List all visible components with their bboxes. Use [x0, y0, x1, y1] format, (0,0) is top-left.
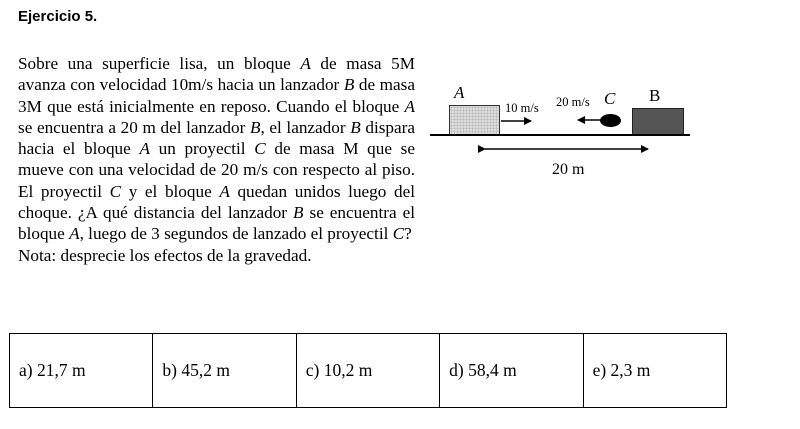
problem-text-segment: quedan unidos luego del choque. ¿A qué distancia del lanzador	[18, 181, 415, 223]
variable-b: B	[249, 117, 261, 137]
variable-b: B	[293, 203, 304, 223]
exercise-title: Ejercicio 5.	[18, 8, 98, 25]
block-b-label: B	[649, 86, 661, 105]
answer-option-a[interactable]: a) 21,7 m	[10, 334, 153, 408]
diagram-arrows	[430, 82, 700, 187]
problem-text-segment: , luego de 3 segundos de lanzado el proyectil	[79, 224, 393, 244]
variable-a: A	[219, 181, 230, 201]
problem-text-segment: se encuentra el bloque	[18, 203, 415, 244]
problem-text-segment: y el bloque	[121, 181, 220, 201]
problem-text-segment: ?	[404, 224, 412, 244]
answer-options	[9, 333, 727, 408]
variable-b: B	[350, 117, 361, 137]
velocity-c-label: 20 m/s	[556, 95, 590, 109]
problem-note: Nota: desprecie los efectos de la gravedad.	[18, 245, 312, 265]
problem-text-segment: de masa 3M que está inicialmente en reposo. Cuando el bloque	[18, 75, 415, 116]
distance-label: 20 m	[552, 161, 585, 178]
problem-text-segment: dispara hacia el bloque	[18, 117, 415, 159]
variable-a: A	[69, 224, 80, 244]
problem-text-segment: un proyectil	[149, 139, 255, 159]
problem-text-segment: , el lanzador	[260, 117, 351, 137]
projectile-c-label: C	[604, 89, 616, 108]
answer-option-d[interactable]: d) 58,4 m	[440, 334, 583, 408]
variable-c: C	[254, 139, 266, 159]
variable-b: B	[343, 75, 355, 95]
answer-row	[10, 334, 727, 408]
variable-a: A	[139, 139, 150, 159]
answer-option-c[interactable]: c) 10,2 m	[296, 334, 439, 408]
problem-text-segment: de masa M que se mueve con una velocidad de 20 m/s con respecto al piso. El proyectil	[18, 139, 415, 201]
variable-a: A	[300, 54, 311, 73]
problem-text-segment: de masa 5M avanza con velocidad 10m/s hacia un lanzador	[18, 54, 415, 95]
answer-option-e[interactable]: e) 2,3 m	[583, 334, 726, 408]
problem-text-segment: se encuentra a 20 m del lanzador	[18, 117, 250, 137]
problem-text-segment: Sobre una superficie lisa, un bloque	[18, 54, 301, 73]
collision-diagram	[430, 82, 700, 187]
velocity-a-label: 10 m/s	[505, 101, 539, 115]
variable-c: C	[392, 224, 405, 244]
variable-a: A	[404, 96, 415, 116]
block-a-label: A	[454, 83, 465, 102]
answer-option-b[interactable]: b) 45,2 m	[153, 334, 296, 408]
variable-c: C	[109, 181, 122, 201]
